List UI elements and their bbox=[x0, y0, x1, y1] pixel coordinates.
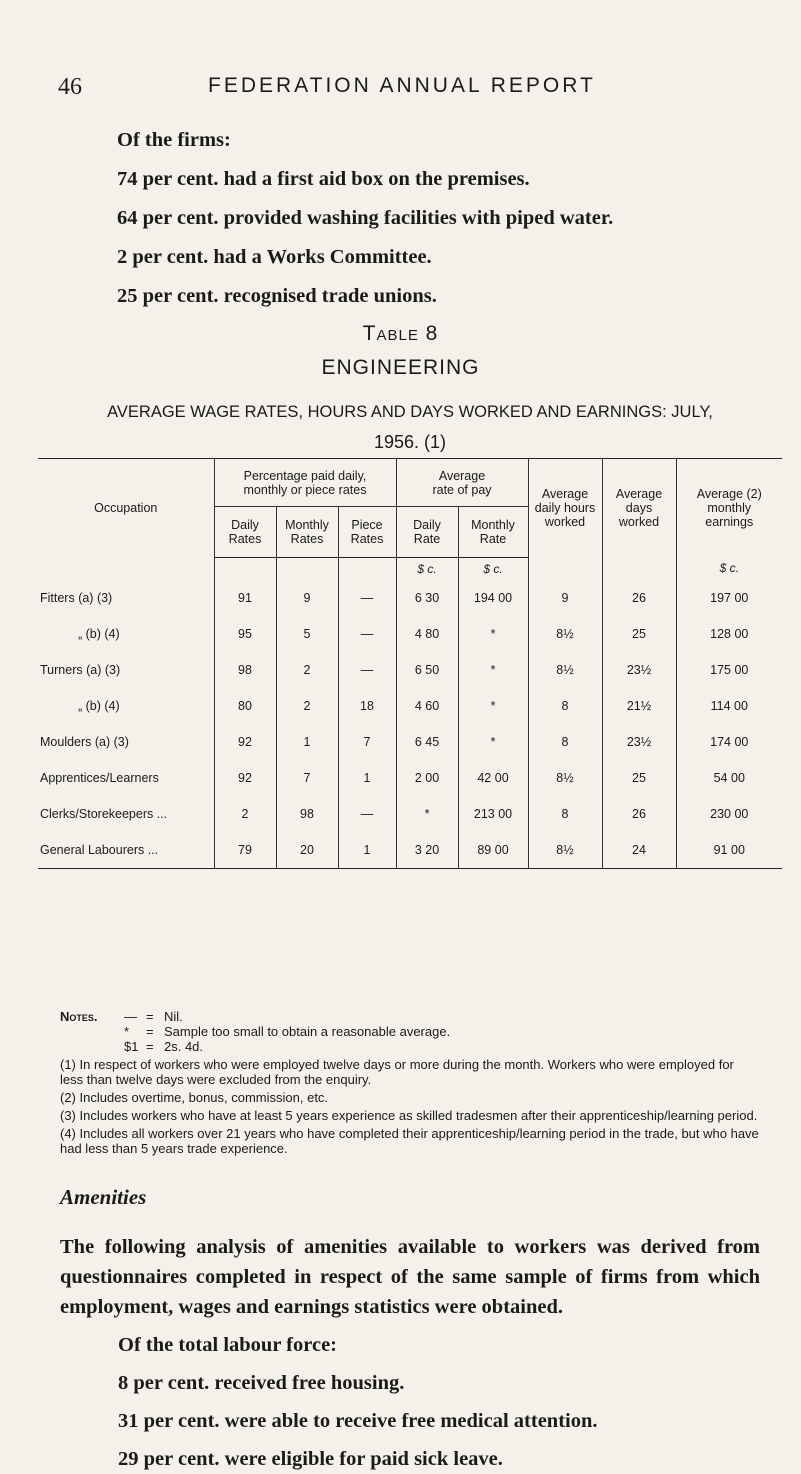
unit-earnings: $ c. bbox=[676, 557, 782, 580]
list-item: 64 per cent. provided washing facilities with piped water. bbox=[117, 207, 614, 229]
table-row bbox=[38, 652, 782, 688]
cell-monthly-rate: * bbox=[458, 724, 528, 760]
cell-monthly: 2 bbox=[276, 652, 338, 688]
table-label: Table 8 bbox=[362, 322, 439, 345]
table-subject: ENGINEERING bbox=[321, 356, 480, 379]
notes-label: Notes. bbox=[60, 1009, 98, 1024]
cell-monthly-rate: * bbox=[458, 688, 528, 724]
cell-daily: 91 bbox=[214, 580, 276, 616]
table-row bbox=[38, 580, 782, 616]
note-def: Notes. — = Nil. bbox=[60, 1009, 183, 1024]
cell-piece: 18 bbox=[338, 688, 396, 724]
cell-hours: 9 bbox=[528, 580, 602, 616]
cell-daily-rate: 2 00 bbox=[396, 760, 458, 796]
cell-monthly-rate: * bbox=[458, 616, 528, 652]
wage-table bbox=[38, 458, 782, 869]
cell-days: 21½ bbox=[602, 688, 676, 724]
amenities-lead: Of the total labour force: bbox=[118, 1334, 338, 1356]
cell-monthly: 2 bbox=[276, 688, 338, 724]
cell-days: 26 bbox=[602, 580, 676, 616]
col-piece-rates: Piece Rates bbox=[338, 507, 396, 557]
table-row bbox=[38, 760, 782, 796]
cell-earnings: 197 00 bbox=[676, 580, 782, 616]
cell-daily-rate: 3 20 bbox=[396, 832, 458, 869]
cell-earnings: 54 00 bbox=[676, 760, 782, 796]
cell-days: 23½ bbox=[602, 724, 676, 760]
cell-monthly-rate: 42 00 bbox=[458, 760, 528, 796]
amenities-heading: Amenities bbox=[60, 1185, 147, 1209]
page-number: 46 bbox=[58, 74, 82, 100]
list-item: 31 per cent. were able to receive free medical attention. bbox=[118, 1410, 598, 1432]
table-row bbox=[38, 688, 782, 724]
note-def: * = Sample too small to obtain a reasonable average. bbox=[124, 1024, 451, 1039]
list-item: 2 per cent. had a Works Committee. bbox=[117, 246, 432, 268]
cell-monthly-rate: 89 00 bbox=[458, 832, 528, 869]
cell-monthly: 7 bbox=[276, 760, 338, 796]
cell-days: 25 bbox=[602, 760, 676, 796]
cell-daily-rate: * bbox=[396, 796, 458, 832]
cell-earnings: 230 00 bbox=[676, 796, 782, 832]
cell-daily: 98 bbox=[214, 652, 276, 688]
cell-monthly-rate: * bbox=[458, 652, 528, 688]
cell-days: 24 bbox=[602, 832, 676, 869]
firms-lead: Of the firms: bbox=[117, 129, 231, 151]
cell-hours: 8 bbox=[528, 796, 602, 832]
cell-occupation: General Labourers ... bbox=[38, 832, 214, 869]
table-row bbox=[38, 832, 782, 869]
table-caption: AVERAGE WAGE RATES, HOURS AND DAYS WORKED AND EARNINGS: JULY, 1956. (1) bbox=[107, 403, 713, 452]
table-row bbox=[38, 616, 782, 652]
cell-daily: 79 bbox=[214, 832, 276, 869]
cell-monthly: 98 bbox=[276, 796, 338, 832]
cell-piece: 1 bbox=[338, 760, 396, 796]
cell-earnings: 174 00 bbox=[676, 724, 782, 760]
cell-earnings: 91 00 bbox=[676, 832, 782, 869]
col-avg-days: Average days worked bbox=[602, 459, 676, 558]
cell-hours: 8 bbox=[528, 724, 602, 760]
cell-daily: 92 bbox=[214, 724, 276, 760]
list-item: 8 per cent. received free housing. bbox=[118, 1372, 405, 1394]
cell-hours: 8½ bbox=[528, 616, 602, 652]
unit-daily-rate: $ c. bbox=[396, 557, 458, 580]
list-item: 25 per cent. recognised trade unions. bbox=[117, 285, 437, 307]
cell-hours: 8½ bbox=[528, 832, 602, 869]
cell-occupation: „ (b) (4) bbox=[78, 626, 120, 641]
page-header bbox=[58, 74, 758, 104]
unit-monthly-rate: $ c. bbox=[458, 557, 528, 580]
cell-piece: — bbox=[338, 616, 396, 652]
cell-occupation: Clerks/Storekeepers ... bbox=[40, 806, 168, 821]
cell-daily: 92 bbox=[214, 760, 276, 796]
cell-monthly: 1 bbox=[276, 724, 338, 760]
col-daily-rate: Daily Rate bbox=[396, 507, 458, 557]
col-daily-rates: Daily Rates bbox=[214, 507, 276, 557]
cell-daily-rate: 6 30 bbox=[396, 580, 458, 616]
col-monthly-rates: Monthly Rates bbox=[276, 507, 338, 557]
list-item: 29 per cent. were eligible for paid sick leave. bbox=[118, 1448, 503, 1470]
cell-daily: 80 bbox=[214, 688, 276, 724]
cell-piece: 1 bbox=[338, 832, 396, 869]
table-row bbox=[38, 724, 782, 760]
col-occupation: Occupation bbox=[38, 459, 214, 558]
note-item: (1) In respect of workers who were employed twelve days or more during the month. Workers who were employed for less than twelve days were excluded from the enquiry. bbox=[60, 1057, 734, 1087]
cell-days: 26 bbox=[602, 796, 676, 832]
cell-daily-rate: 6 45 bbox=[396, 724, 458, 760]
col-avg-hours: Average daily hours worked bbox=[528, 459, 602, 558]
note-item: (4) Includes all workers over 21 years who have completed their apprenticeship/learning period in the trade, but who have had less than 5 years trade experience. bbox=[60, 1126, 759, 1156]
cell-daily-rate: 4 80 bbox=[396, 616, 458, 652]
units-row bbox=[38, 557, 782, 580]
cell-hours: 8 bbox=[528, 688, 602, 724]
cell-earnings: 128 00 bbox=[676, 616, 782, 652]
cell-monthly: 20 bbox=[276, 832, 338, 869]
note-item: (2) Includes overtime, bonus, commission, etc. bbox=[60, 1090, 329, 1105]
list-item: 74 per cent. had a first aid box on the premises. bbox=[117, 168, 530, 190]
cell-days: 23½ bbox=[602, 652, 676, 688]
cell-occupation: Moulders (a) (3) bbox=[40, 734, 129, 749]
col-avg-earnings: Average (2) monthly earnings bbox=[676, 459, 782, 558]
cell-daily-rate: 6 50 bbox=[396, 652, 458, 688]
running-title: FEDERATION ANNUAL REPORT bbox=[208, 74, 596, 97]
cell-hours: 8½ bbox=[528, 760, 602, 796]
cell-monthly: 9 bbox=[276, 580, 338, 616]
cell-occupation: Apprentices/Learners bbox=[40, 770, 159, 785]
col-group-avg-rate: Average rate of pay bbox=[396, 459, 528, 507]
cell-piece: — bbox=[338, 652, 396, 688]
cell-earnings: 175 00 bbox=[676, 652, 782, 688]
cell-occupation: „ (b) (4) bbox=[78, 698, 120, 713]
cell-piece: 7 bbox=[338, 724, 396, 760]
cell-piece: — bbox=[338, 796, 396, 832]
col-monthly-rate: Monthly Rate bbox=[458, 507, 528, 557]
cell-occupation: Turners (a) (3) bbox=[40, 662, 121, 677]
col-group-percentage: Percentage paid daily, monthly or piece rates bbox=[214, 459, 396, 507]
cell-daily: 95 bbox=[214, 616, 276, 652]
cell-monthly-rate: 213 00 bbox=[458, 796, 528, 832]
cell-monthly-rate: 194 00 bbox=[458, 580, 528, 616]
amenities-section bbox=[60, 1232, 760, 1474]
cell-occupation: Fitters (a) (3) bbox=[40, 590, 113, 605]
cell-monthly: 5 bbox=[276, 616, 338, 652]
cell-daily-rate: 4 60 bbox=[396, 688, 458, 724]
amenities-paragraph: The following analysis of amenities available to workers was derived from questionnaires completed in respect of the same sample of firms from which employment, wages and earnings statistics were obtained. bbox=[60, 1236, 760, 1318]
cell-daily: 2 bbox=[214, 796, 276, 832]
cell-earnings: 114 00 bbox=[676, 688, 782, 724]
cell-days: 25 bbox=[602, 616, 676, 652]
cell-hours: 8½ bbox=[528, 652, 602, 688]
note-item: (3) Includes workers who have at least 5 years experience as skilled tradesmen after their apprenticeship/learning period. bbox=[60, 1108, 758, 1123]
table-row bbox=[38, 796, 782, 832]
note-def: $1 = 2s. 4d. bbox=[124, 1039, 204, 1054]
firms-summary bbox=[117, 125, 757, 312]
table-notes bbox=[60, 1009, 760, 1156]
cell-piece: — bbox=[338, 580, 396, 616]
